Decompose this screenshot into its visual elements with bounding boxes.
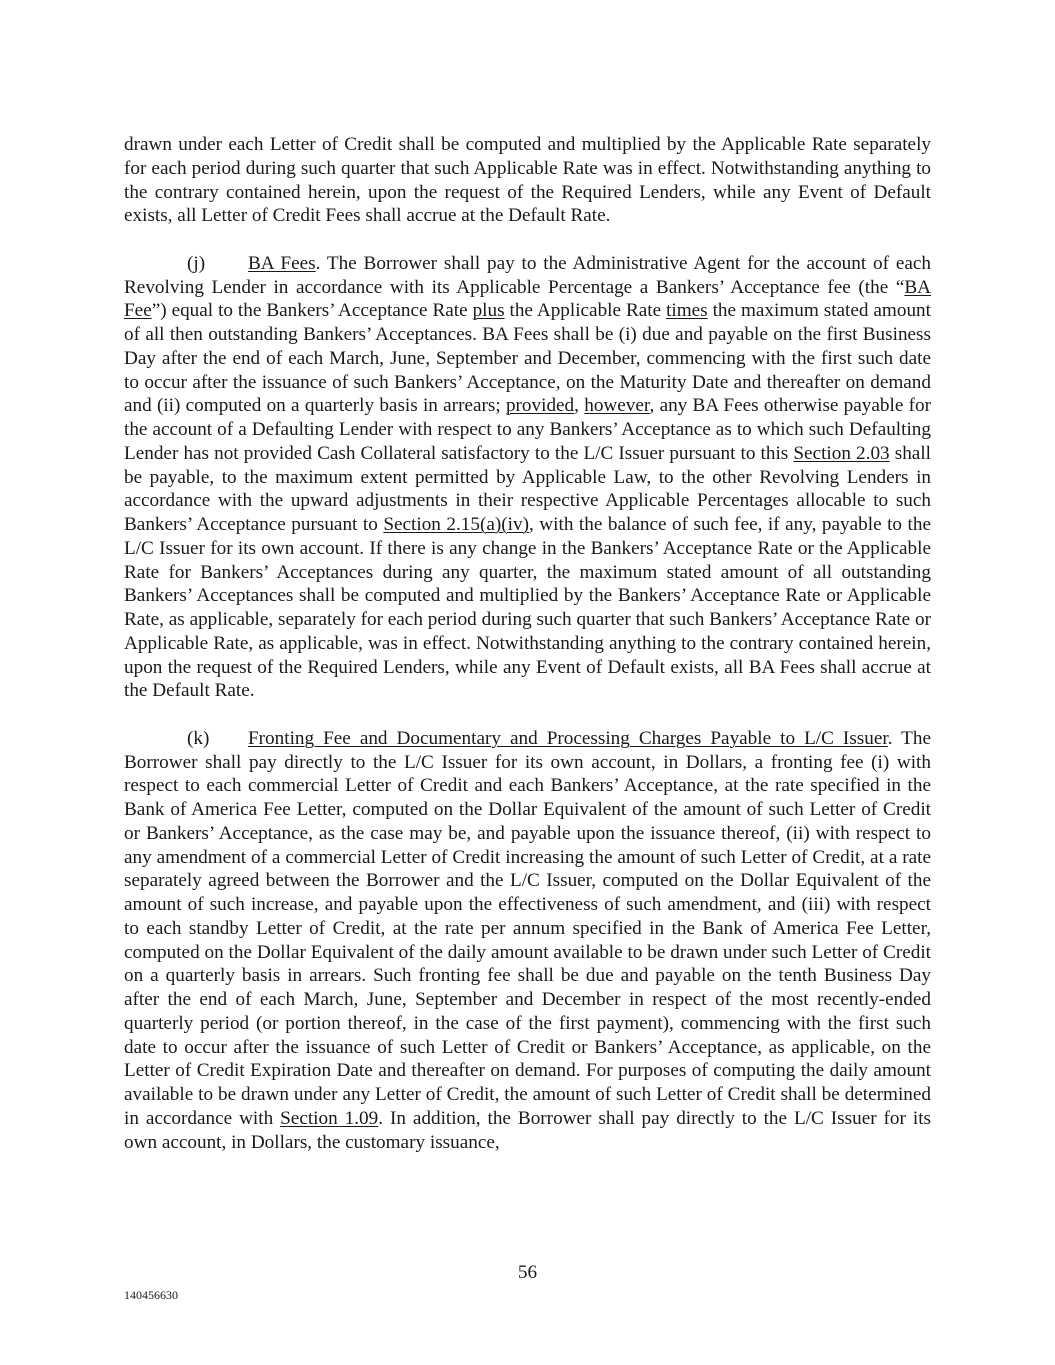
text-segment: ”) equal to the Bankers’ Acceptance Rate bbox=[151, 300, 473, 322]
text-segment: , bbox=[574, 395, 585, 417]
section-reference: Section 2.15(a)(iv) bbox=[383, 514, 529, 535]
paragraph-label: (j) bbox=[187, 252, 206, 274]
text-segment: the maximum stated amount of all then outstanding Bankers’ Acceptances. BA Fees shall be (i) due and payable on the first Business Day after the end of each March, June, September and December, commencing with the first such date to occur after the issuance of such Bankers’ Acceptance, on the Maturity Date and thereafter on demand and (ii) computed on a quarterly basis in arrears; bbox=[124, 300, 931, 417]
paragraph-heading: BA Fees bbox=[248, 252, 316, 274]
paragraph-text: drawn under each Letter of Credit shall be computed and multiplied by the Applicable Rate separately for each period during such quarter that such Applicable Rate was in effect. Notwithstanding anything to the contrary contained herein, upon the request of the Required Lenders, while any Event of Default exists, all Letter of Credit Fees shall accrue at the Default Rate. bbox=[124, 134, 931, 227]
section-reference: Section 2.03 bbox=[793, 442, 890, 464]
defined-term: BA Fee bbox=[124, 276, 931, 322]
text-segment: shall be payable, to the maximum extent permitted by Applicable Law, to the other Revolving Lenders in accordance with the upward adjustments in their respective Applicable Percentages allocable to such Bankers’ Acceptance pursuant to bbox=[124, 442, 931, 535]
text-segment: the Applicable Rate bbox=[504, 300, 667, 322]
section-reference: Section 1.09 bbox=[280, 1107, 379, 1129]
document-body bbox=[124, 133, 931, 1178]
document-id: 140456630 bbox=[124, 1288, 178, 1302]
text-segment: . In addition, the Borrower shall pay directly to the L/C Issuer for its own account, in Dollars, the customary issuance, bbox=[124, 1107, 931, 1153]
emphasis-times: times bbox=[666, 300, 708, 322]
text-segment: . The Borrower shall pay to the Administrative Agent for the account of each Revolving Lender in accordance with its Applicable Percentage a Bankers’ Acceptance fee (the “ bbox=[124, 252, 931, 298]
page-number: 56 bbox=[517, 1262, 538, 1283]
paragraph-k bbox=[124, 727, 931, 1155]
text-segment: , with the balance of such fee, if any, payable to the L/C Issuer for its own account. If there is any change in the Bankers’ Acceptance Rate or the Applicable Rate for Bankers’ Acceptances during any quarter, the maximum stated amount of all outstanding Bankers’ Acceptances shall be computed and multiplied by the Bankers’ Acceptance Rate or Applicable Rate, as applicable, separately for each period during such quarter that such Bankers’ Acceptance Rate or Applicable Rate, as applicable, was in effect. Notwithstanding anything to the contrary contained herein, upon the request of the Required Lenders, while any Event of Default exists, all BA Fees shall accrue at the Default Rate. bbox=[124, 514, 931, 702]
paragraph-i-continuation bbox=[124, 133, 931, 228]
paragraph-j bbox=[124, 252, 931, 703]
emphasis-provided: provided bbox=[505, 395, 575, 417]
paragraph-heading: Fronting Fee and Documentary and Processing Charges Payable to L/C Issuer bbox=[248, 727, 888, 749]
emphasis-however: however bbox=[584, 395, 650, 417]
text-segment: . The Borrower shall pay directly to the L/C Issuer for its own account, in Dollars, a fronting fee (i) with respect to each commercial Letter of Credit and each Bankers’ Acceptance, at the rate specified in the Bank of America Fee Letter, computed on the Dollar Equivalent of the amount of such Letter of Credit or Bankers’ Acceptance, as the case may be, and payable upon the issuance thereof, (ii) with respect to any amendment of a commercial Letter of Credit increasing the amount of such Letter of Credit, at a rate separately agreed between the Borrower and the L/C Issuer, computed on the Dollar Equivalent of the amount of such increase, and payable upon the effectiveness of such amendment, and (iii) with respect to each standby Letter of Credit, at the rate per annum specified in the Bank of America Fee Letter, computed on the Dollar Equivalent of the daily amount available to be drawn under such Letter of Credit on a quarterly basis in arrears. Such fronting fee shall be due and payable on the tenth Business Day after the end of each March, June, September and December in respect of the most recently-ended quarterly period (or portion thereof, in the case of the first payment), commencing with the first such date to occur after the issuance of such Letter of Credit or Bankers’ Acceptance, as applicable, on the Letter of Credit Expiration Date and thereafter on demand. For purposes of computing the daily amount available to be drawn under any Letter of Credit, the amount of such Letter of Credit shall be determined in accordance with bbox=[124, 727, 931, 1129]
text-segment: , any BA Fees otherwise payable for the account of a Defaulting Lender with respect to any Bankers’ Acceptance as to which such Defaulting Lender has not provided Cash Collateral satisfactory to the L/C Issuer pursuant to this bbox=[124, 395, 931, 464]
emphasis-plus: plus bbox=[472, 300, 505, 322]
paragraph-label: (k) bbox=[187, 727, 210, 749]
